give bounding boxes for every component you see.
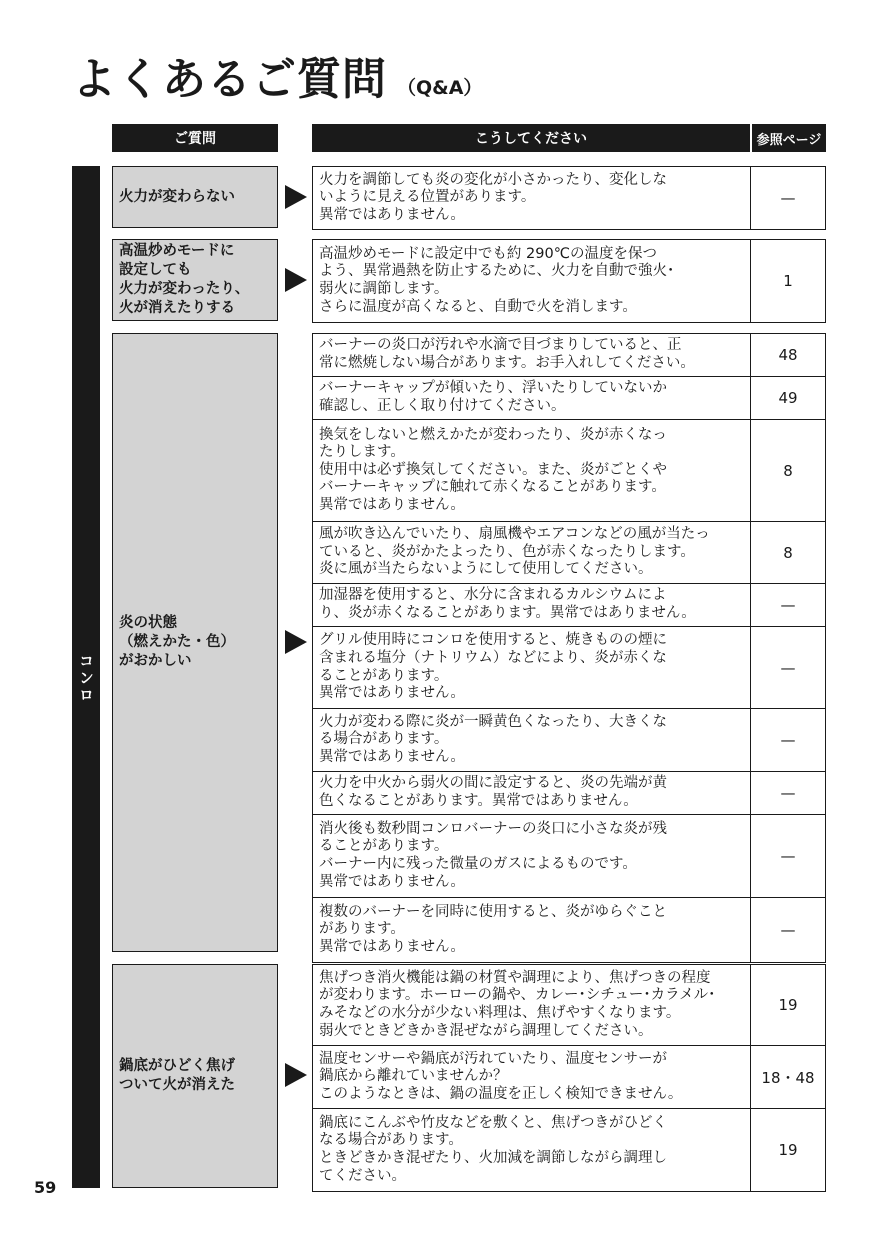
title-sub: （Q&A） — [397, 77, 483, 99]
table-row — [313, 965, 825, 1046]
answer-text: バーナーの炎口が汚れや水滴で目づまりしていると、正 常に燃焼しない場合があります。お手入れしてください。 — [313, 334, 751, 376]
question-cell — [112, 166, 278, 228]
ref-page: 1 — [783, 272, 793, 290]
table-row — [313, 240, 825, 323]
table-row — [313, 898, 825, 963]
arrow-right-icon — [285, 268, 307, 292]
side-label: コンロ — [77, 652, 95, 704]
arrow-right-icon — [285, 630, 307, 654]
ref-page: — — [780, 189, 796, 207]
ref-page: 18・48 — [761, 1068, 815, 1087]
header-answer: こうしてください — [312, 124, 750, 152]
table-row — [313, 420, 825, 522]
question-cell — [112, 333, 278, 952]
answer-text: 火力を調節しても炎の変化が小さかったり、変化しな いように見える位置があります。 異常ではありません。 — [313, 167, 751, 229]
ref-page: — — [780, 847, 796, 865]
table-row — [313, 584, 825, 627]
ref-page: 19 — [778, 996, 798, 1014]
question-text: 鍋底がひどく焦げ ついて火が消えた — [119, 1058, 235, 1093]
answer-text: 高温炒めモードに設定中でも約 290℃の温度を保つ よう、異常過熱を防止するために、火力を自動で強火･ 弱火に調節します。 さらに温度が高くなると、自動で火を消します。 — [313, 240, 751, 322]
table-row — [313, 334, 825, 377]
table-row — [313, 815, 825, 898]
table-row — [313, 167, 825, 230]
answer-text: グリル使用時にコンロを使用すると、焼きものの煙に 含まれる塩分（ナトリウム）などにより、炎が赤くな ることがあります。 異常ではありません。 — [313, 627, 751, 708]
arrow-right-icon — [285, 1063, 307, 1087]
ref-page: 48 — [778, 346, 798, 364]
question-text: 高温炒めモードに 設定しても 火力が変わったり、 火が消えたりする — [119, 243, 250, 316]
answer-text: 焦げつき消火機能は鍋の材質や調理により、焦げつきの程度 が変わります。ホーローの鍋や、カレー･シチュー･カラメル･ みそなどの水分が少ない料理は、焦げやすくなります。 弱火でときどきかき混ぜながら調理してください。 — [313, 965, 751, 1045]
ref-page: 8 — [783, 461, 793, 480]
answer-text: 温度センサーや鍋底が汚れていたり、温度センサーが 鍋底から離れていませんか？ このようなときは、鍋の温度を正しく検知できません。 — [313, 1046, 751, 1108]
ref-page: — — [780, 731, 796, 749]
ref-page: — — [780, 658, 796, 677]
answer-text: 換気をしないと燃えかたが変わったり、炎が赤くなっ たりします。 使用中は必ず換気してください。また、炎がごとくや バーナーキャップに触れて赤くなることがあります。 異常ではありません。 — [313, 420, 751, 521]
table-row — [313, 709, 825, 772]
answer-text: 火力が変わる際に炎が一瞬黄色くなったり、大きくな る場合があります。 異常ではありません。 — [313, 709, 751, 771]
question-cell — [112, 964, 278, 1188]
answer-text: 消火後も数秒間コンロバーナーの炎口に小さな炎が残 ることがあります。 バーナー内に残った微量のガスによるものです。 異常ではありません。 — [313, 815, 751, 897]
answer-table — [312, 166, 826, 230]
title-main: よくあるご質問 — [72, 54, 387, 105]
table-row — [313, 772, 825, 815]
answer-text: 火力を中火から弱火の間に設定すると、炎の先端が黄 色くなることがあります。異常ではありません。 — [313, 772, 751, 814]
answer-table — [312, 239, 826, 323]
table-row — [313, 1109, 825, 1192]
question-cell — [112, 239, 278, 321]
answer-text: バーナーキャップが傾いたり、浮いたりしていないか 確認し、正しく取り付けてください。 — [313, 377, 751, 419]
table-row — [313, 522, 825, 584]
answer-text: 複数のバーナーを同時に使用すると、炎がゆらぐこと があります。 異常ではありません。 — [313, 898, 751, 962]
ref-page: — — [780, 921, 796, 939]
page-title — [72, 52, 482, 108]
page-number: 59 — [34, 1178, 57, 1197]
ref-page: 19 — [778, 1141, 798, 1159]
header-question: ご質問 — [112, 124, 278, 152]
header-ref: 参照ページ — [752, 124, 826, 152]
ref-page: 49 — [778, 389, 798, 407]
answer-text: 鍋底にこんぶや竹皮などを敷くと、焦げつきがひどく なる場合があります。 ときどきかき混ぜたり、火加減を調節しながら調理し てください。 — [313, 1109, 751, 1191]
arrow-right-icon — [285, 185, 307, 209]
table-row — [313, 627, 825, 709]
table-row — [313, 377, 825, 420]
ref-page: 8 — [783, 543, 793, 562]
ref-page: — — [780, 784, 796, 802]
answer-text: 風が吹き込んでいたり、扇風機やエアコンなどの風が当たっ ていると、炎がかたよったり、色が赤くなったりします。 炎に風が当たらないようにして使用してください。 — [313, 522, 751, 583]
question-text: 火力が変わらない — [119, 188, 235, 205]
answer-table — [312, 964, 826, 1192]
answer-text: 加湿器を使用すると、水分に含まれるカルシウムによ り、炎が赤くなることがあります。異常ではありません。 — [313, 584, 751, 626]
ref-page: — — [780, 596, 796, 614]
answer-table — [312, 333, 826, 963]
question-text: 炎の状態 （燃えかた・色） がおかしい — [119, 615, 235, 669]
table-row — [313, 1046, 825, 1109]
